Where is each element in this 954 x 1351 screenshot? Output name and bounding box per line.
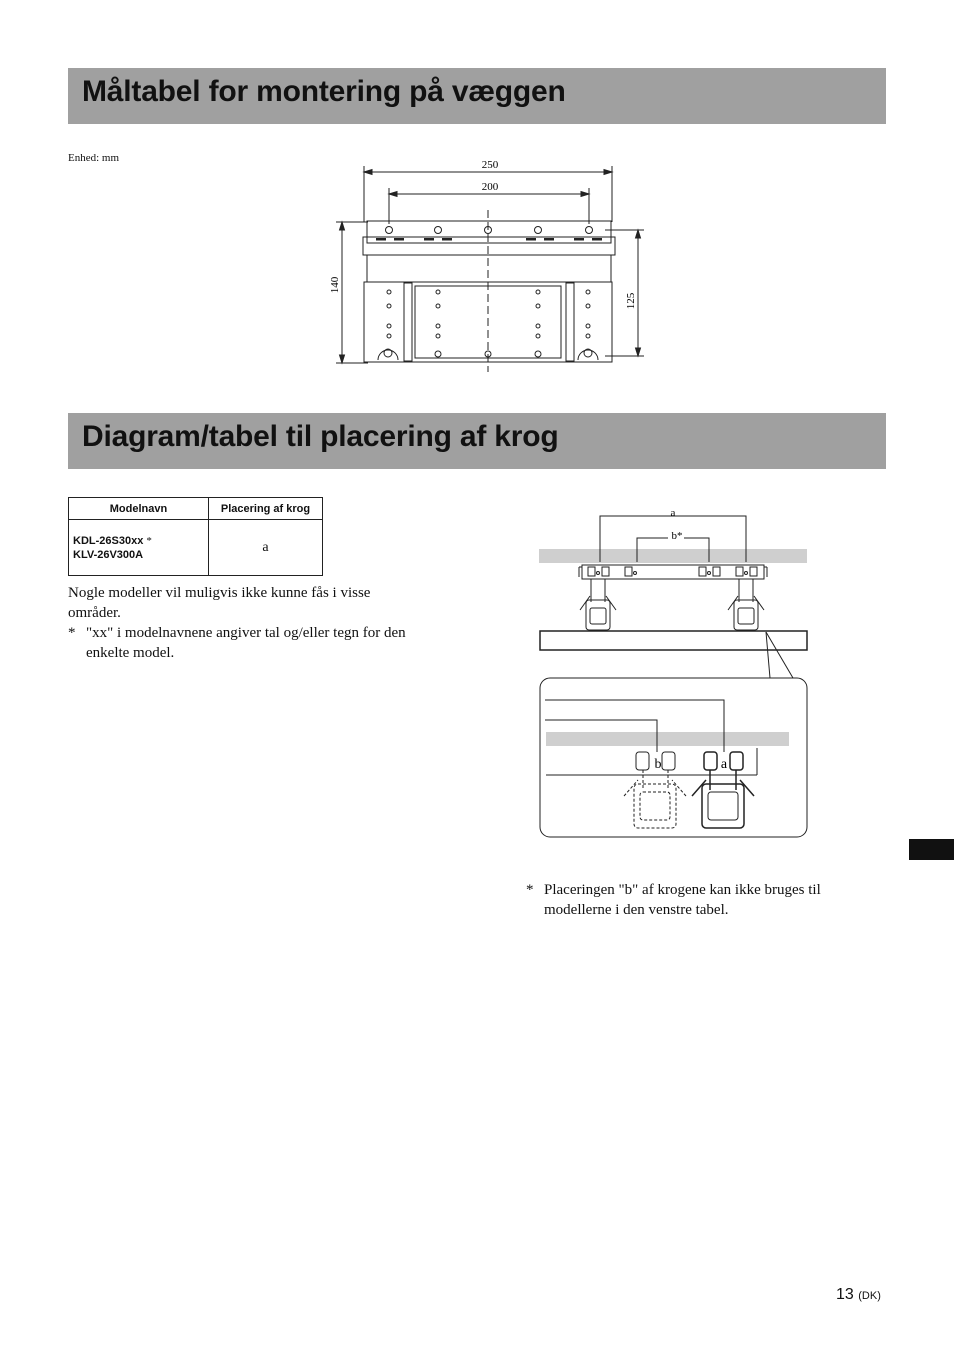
table-header-hook-position: Placering af krog bbox=[209, 498, 323, 520]
model-footnote-mark: * bbox=[146, 534, 152, 547]
footnote-text: "xx" i modelnavnene angiver tal og/eller tegn for den enkelte model. bbox=[86, 625, 406, 661]
hook-placement-diagram bbox=[530, 500, 820, 845]
availability-note: Nogle modeller vil muligvis ikke kunne fås i visse områder. bbox=[68, 585, 371, 621]
table-cell-models bbox=[69, 520, 209, 576]
footnote-text: Placeringen "b" af krogene kan ikke bruges til modellerne i den venstre tabel. bbox=[544, 882, 821, 918]
hook-b-footnote bbox=[526, 880, 826, 922]
dim-125: 125 bbox=[625, 292, 637, 310]
hook-label-b: b* bbox=[671, 530, 683, 542]
model-name: KDL-26S30xx bbox=[73, 534, 144, 547]
hook-a-letter: a bbox=[720, 757, 728, 772]
section-title: Diagram/tabel til placering af krog bbox=[82, 420, 559, 453]
dim-250: 250 bbox=[481, 159, 499, 171]
page-number bbox=[836, 1286, 881, 1304]
table-cell-position: a bbox=[209, 520, 323, 576]
unit-label: Enhed: mm bbox=[68, 152, 120, 164]
xx-footnote bbox=[68, 623, 438, 665]
model-name: KLV-26V300A bbox=[73, 548, 144, 561]
table-header-model: Modelnavn bbox=[69, 498, 209, 520]
dim-200: 200 bbox=[481, 181, 499, 193]
hook-label-a: a bbox=[670, 507, 676, 519]
footnote-star: * bbox=[526, 882, 534, 898]
footnote-star: * bbox=[68, 625, 76, 641]
hook-position-table bbox=[68, 497, 323, 576]
thumb-tab bbox=[909, 839, 954, 860]
section-title: Måltabel for montering på væggen bbox=[82, 75, 566, 108]
dim-140: 140 bbox=[329, 276, 341, 294]
section-banner-wall-mount bbox=[68, 68, 886, 124]
table-row bbox=[69, 520, 323, 576]
hook-b-letter: b bbox=[654, 757, 662, 772]
section-banner-hook-placement bbox=[68, 413, 886, 469]
wall-mount-drawing bbox=[320, 150, 650, 380]
page-number-suffix: (DK) bbox=[858, 1290, 881, 1302]
page-number-value: 13 bbox=[836, 1286, 854, 1303]
